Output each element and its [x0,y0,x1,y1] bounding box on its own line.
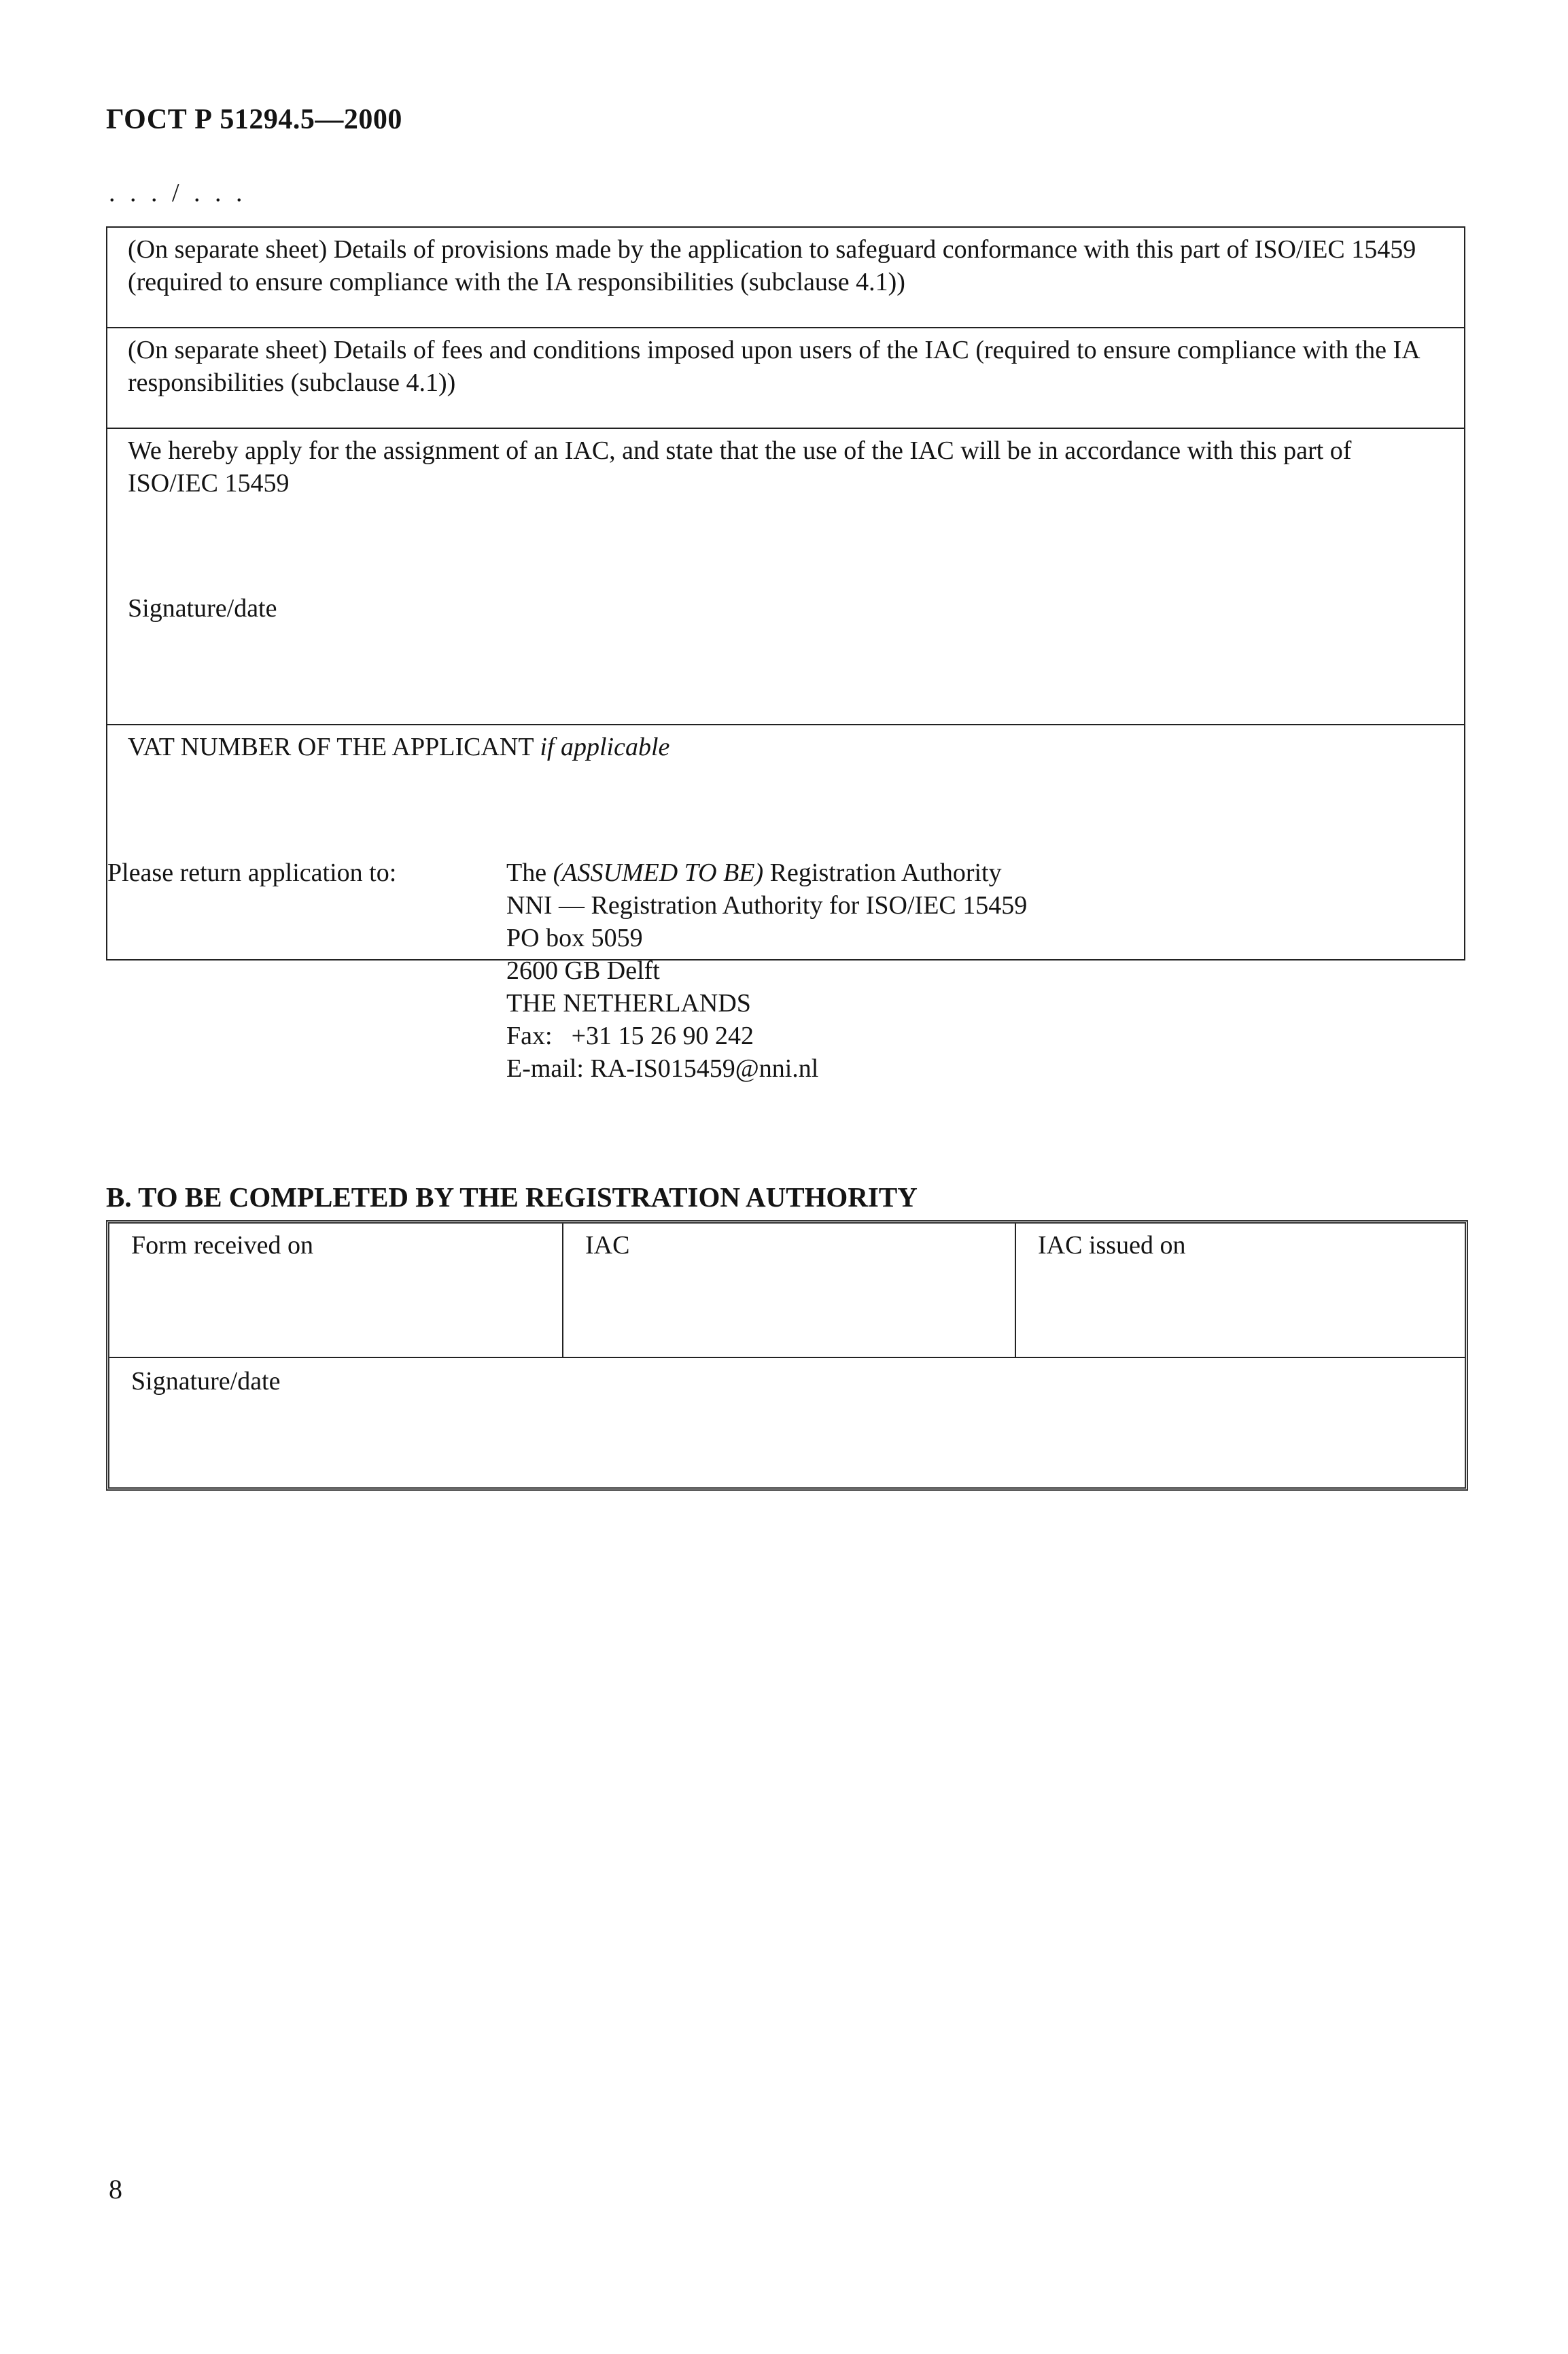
page-number: 8 [109,2174,122,2204]
provisions-text: (On separate sheet) Details of provisions made by the application to safeguard conformance with this part of ISO/IEC 15459 (required to ensure compliance with the IA responsibilities (subclause 4.1)) [128,235,1416,296]
email-label: E-mail: [506,1054,584,1083]
address-suffix: Registration Authority [763,859,1002,887]
vat-note: if applicable [540,733,670,761]
provisions-row [107,228,1464,328]
section-b-title: B. TO BE COMPLETED BY THE REGISTRATION AUTHORITY [106,1181,918,1213]
fax-value: +31 15 26 90 242 [571,1022,754,1050]
return-address [506,856,1027,1085]
fax-label: Fax: [506,1022,553,1050]
section-b-table [106,1220,1468,1491]
iac-issued-cell [1015,1224,1465,1357]
iac-cell [562,1224,1015,1357]
vat-label-text: VAT NUMBER OF THE APPLICANT [128,733,534,761]
fees-text: (On separate sheet) Details of fees and conditions imposed upon users of the IAC (required to ensure compliance with the IA responsibilities (subclause 4.1)) [128,336,1419,397]
signature-date-label: Signature/date [128,594,277,623]
vat-number-label [128,731,1437,763]
continuation-mark: . . . / . . . [109,179,247,207]
address-line-fax [506,1020,1027,1052]
address-line-po-box: PO box 5059 [506,924,643,952]
address-line-nni: NNI — Registration Authority for ISO/IEC 15459 [506,891,1028,920]
document-header: ГОСТ Р 51294.5—2000 [106,104,402,135]
section-b-top-row [109,1224,1465,1358]
address-prefix: The [506,859,553,887]
iac-label: IAC [585,1231,630,1260]
address-assumed: (ASSUMED TO BE) [553,859,764,887]
vat-number-row [107,725,1464,823]
form-received-cell [109,1224,562,1357]
form-received-label: Form received on [131,1231,314,1260]
section-b-signature-label: Signature/date [131,1367,281,1396]
fees-row [107,328,1464,429]
declaration-text: We hereby apply for the assignment of an IAC, and state that the use of the IAC will be in accordance with this part of ISO/IEC 15459 [128,436,1352,498]
iac-issued-label: IAC issued on [1038,1231,1186,1260]
email-value: RA-IS015459@nni.nl [590,1054,819,1083]
address-line-city: 2600 GB Delft [506,956,660,985]
application-declaration-row [107,429,1464,725]
section-a-table [106,226,1465,960]
section-b-signature-row [109,1357,1465,1487]
address-line-authority [506,856,1027,889]
return-label: Please return application to: [107,859,397,887]
address-line-country: THE NETHERLANDS [506,989,751,1018]
address-line-email [506,1052,1027,1085]
